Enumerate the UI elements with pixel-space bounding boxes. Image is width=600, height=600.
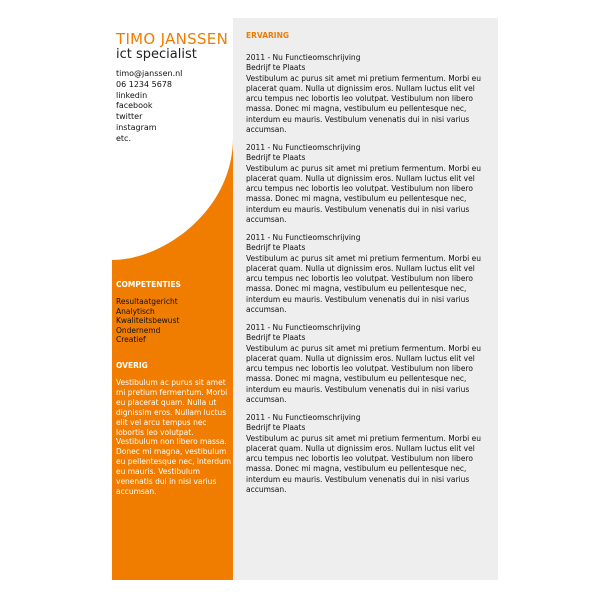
right-column: [233, 18, 498, 580]
job-period: 2011 - Nu Functieomschrijving: [246, 233, 361, 242]
ervaring-heading: ERVARING: [246, 31, 289, 40]
contact-twitter: twitter: [116, 112, 143, 122]
experience-entry: [246, 233, 493, 323]
job-description: Vestibulum ac purus sit amet mi pretium fermentum. Morbi eu placerat quam. Nulla ut dignissim eros. Nullam luctus elit vel arcu tempus nec lobortis leo volutpat. Vestibulum non libero massa. Donec mi magna, vestibulum eu pellentesque nec, interdum eu mauris. Vestibulum venenatis dui in nisi varius accumsan.: [246, 73, 481, 135]
experience-list: [246, 53, 493, 503]
overig-heading: OVERIG: [116, 361, 148, 370]
contact-instagram: instagram: [116, 122, 157, 132]
experience-entry: [246, 323, 493, 413]
competentie-item: Ondernemd: [116, 325, 161, 335]
contact-linkedin: linkedin: [116, 90, 148, 100]
job-company: Bedrijf te Plaats: [246, 63, 306, 73]
candidate-name: TIMO JANSSEN: [116, 30, 229, 48]
left-column: [112, 18, 233, 580]
job-company: Bedrijf te Plaats: [246, 423, 306, 433]
overig-text: Vestibulum ac purus sit amet mi pretium fermentum. Morbi eu placerat quam. Nulla ut dignissim eros. Nullam luctus elit vel arcu tempus nec lobortis leo volutpat. Vestibulum non libero massa. Donec mi magna, vestibulum eu pellentesque nec, interdum eu mauris. Vestibulum venenatis dui in nisi varius accumsan.: [116, 378, 232, 496]
job-company: Bedrijf te Plaats: [246, 243, 306, 253]
cv-page: [112, 18, 498, 580]
job-title: ict specialist: [116, 47, 197, 62]
competentie-item: Creatief: [116, 335, 146, 345]
contact-list: [116, 69, 182, 145]
contact-etc: etc.: [116, 133, 131, 143]
contact-facebook: facebook: [116, 101, 153, 111]
experience-entry: [246, 413, 493, 503]
job-description: Vestibulum ac purus sit amet mi pretium fermentum. Morbi eu placerat quam. Nulla ut dignissim eros. Nullam luctus elit vel arcu tempus nec lobortis leo volutpat. Vestibulum non libero massa. Donec mi magna, vestibulum eu pellentesque nec, interdum eu mauris. Vestibulum venenatis dui in nisi varius accumsan.: [246, 343, 481, 405]
contact-phone: 06 1234 5678: [116, 79, 172, 89]
competentie-item: Kwaliteitsbewust: [116, 316, 180, 326]
job-company: Bedrijf te Plaats: [246, 333, 306, 343]
competenties-heading: COMPETENTIES: [116, 280, 181, 289]
job-period: 2011 - Nu Functieomschrijving: [246, 323, 361, 332]
competentie-item: Resultaatgericht: [116, 297, 178, 306]
experience-entry: [246, 143, 493, 233]
competenties-list: [116, 297, 179, 345]
experience-entry: [246, 53, 493, 143]
job-company: Bedrijf te Plaats: [246, 153, 306, 163]
job-period: 2011 - Nu Functieomschrijving: [246, 53, 361, 62]
job-description: Vestibulum ac purus sit amet mi pretium fermentum. Morbi eu placerat quam. Nulla ut dignissim eros. Nullam luctus elit vel arcu tempus nec lobortis leo volutpat. Vestibulum non libero massa. Donec mi magna, vestibulum eu pellentesque nec, interdum eu mauris. Vestibulum venenatis dui in nisi varius accumsan.: [246, 163, 481, 225]
job-description: Vestibulum ac purus sit amet mi pretium fermentum. Morbi eu placerat quam. Nulla ut dignissim eros. Nullam luctus elit vel arcu tempus nec lobortis leo volutpat. Vestibulum non libero massa. Donec mi magna, vestibulum eu pellentesque nec, interdum eu mauris. Vestibulum venenatis dui in nisi varius accumsan.: [246, 433, 481, 495]
job-description: Vestibulum ac purus sit amet mi pretium fermentum. Morbi eu placerat quam. Nulla ut dignissim eros. Nullam luctus elit vel arcu tempus nec lobortis leo volutpat. Vestibulum non libero massa. Donec mi magna, vestibulum eu pellentesque nec, interdum eu mauris. Vestibulum venenatis dui in nisi varius accumsan.: [246, 253, 481, 315]
job-period: 2011 - Nu Functieomschrijving: [246, 143, 361, 152]
contact-email: timo@janssen.nl: [116, 69, 183, 78]
job-period: 2011 - Nu Functieomschrijving: [246, 413, 361, 422]
competentie-item: Analytisch: [116, 306, 155, 316]
